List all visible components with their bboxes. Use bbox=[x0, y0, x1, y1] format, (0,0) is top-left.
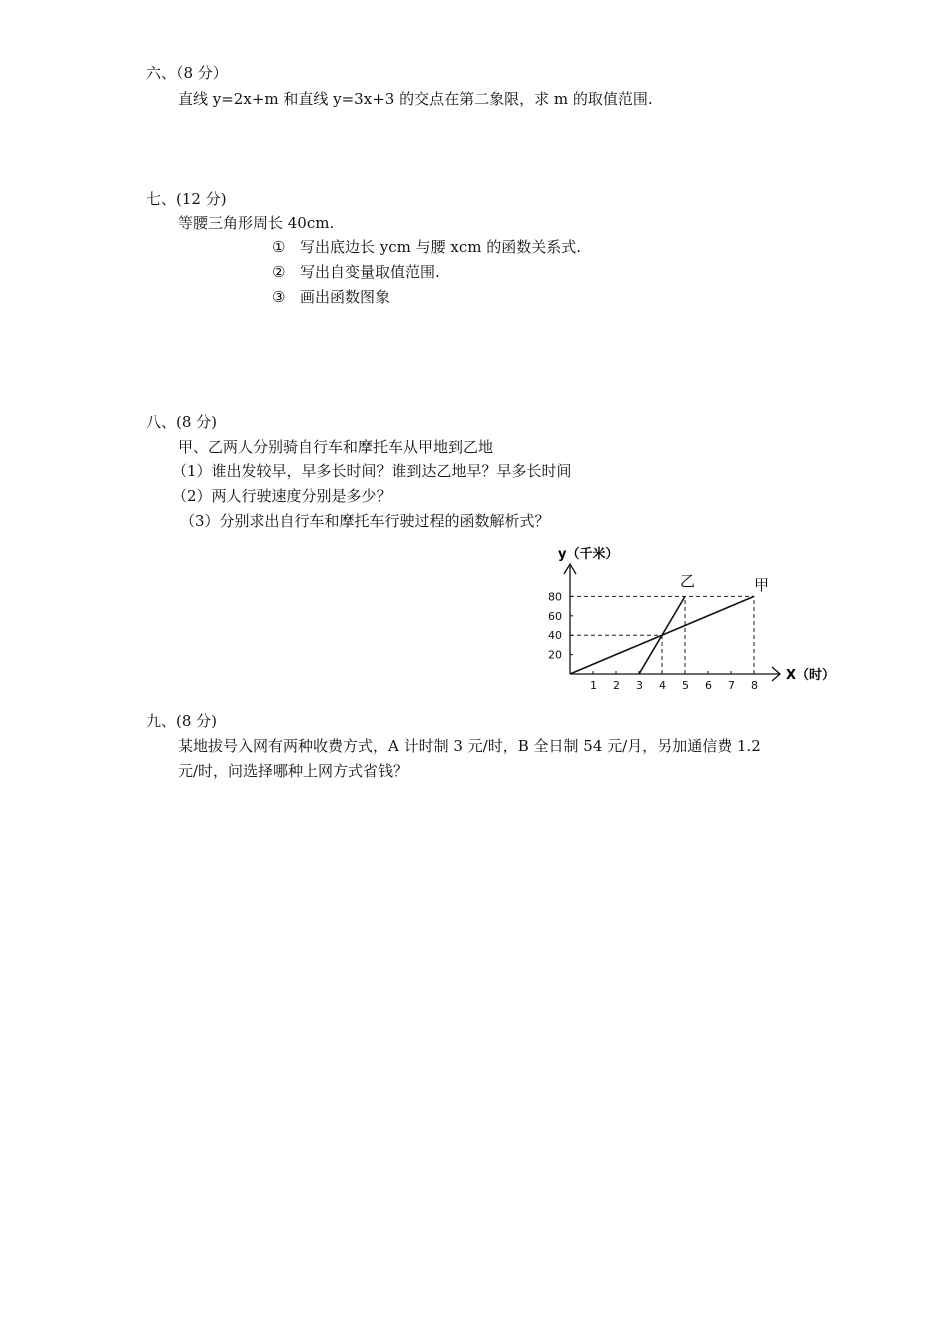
q6-body: 直线 y=2x+m 和直线 y=3x+3 的交点在第二象限，求 m 的取值范围. bbox=[178, 90, 653, 108]
q8-body: 甲、乙两人分别骑自行车和摩托车从甲地到乙地 bbox=[178, 438, 494, 456]
q7-item-text: 画出函数图象 bbox=[300, 288, 391, 306]
series-line-yi bbox=[639, 596, 685, 674]
y-axis-label: y（千米） bbox=[558, 547, 619, 562]
y-tick-label: 40 bbox=[548, 629, 562, 643]
x-tick-label: 3 bbox=[636, 679, 643, 692]
q7-heading: 七、(12 分) bbox=[146, 190, 227, 208]
y-tick-label: 60 bbox=[548, 609, 562, 623]
q8-sub3: （3）分别求出自行车和摩托车行驶过程的函数解析式？ bbox=[180, 512, 550, 530]
x-tick-label: 6 bbox=[705, 679, 712, 692]
q7-item-mark: ③ bbox=[272, 288, 286, 306]
q8-sub2: （2）两人行驶速度分别是多少？ bbox=[172, 487, 392, 505]
q7-body: 等腰三角形周长 40cm. bbox=[178, 214, 335, 232]
q7-item-text: 写出自变量取值范围. bbox=[300, 263, 440, 281]
y-tick-label: 20 bbox=[548, 648, 562, 662]
q9-line2: 元/时，问选择哪种上网方式省钱？ bbox=[178, 762, 409, 780]
series-label-yi: 乙 bbox=[680, 572, 696, 590]
q7-item-mark: ① bbox=[272, 238, 286, 256]
q8-heading: 八、(8 分) bbox=[146, 413, 218, 431]
x-tick-label: 7 bbox=[728, 679, 735, 692]
x-tick-label: 1 bbox=[590, 679, 597, 692]
q9-line1: 某地拔号入网有两种收费方式，A 计时制 3 元/时，B 全日制 54 元/月，另加通信费 1.2 bbox=[178, 737, 761, 755]
q6-heading: 六、（8 分） bbox=[146, 64, 228, 82]
x-tick-label: 4 bbox=[659, 679, 666, 692]
series-label-jia: 甲 bbox=[754, 576, 770, 594]
q9-heading: 九、(8 分) bbox=[146, 712, 218, 730]
q7-item-mark: ② bbox=[272, 263, 286, 281]
q7-item-text: 写出底边长 ycm 与腰 xcm 的函数关系式. bbox=[300, 238, 582, 256]
x-axis-label: X（时） bbox=[786, 668, 836, 683]
x-tick-label: 2 bbox=[613, 679, 620, 692]
x-tick-label: 5 bbox=[682, 679, 689, 692]
x-tick-label: 8 bbox=[751, 679, 758, 692]
distance-time-graph bbox=[540, 542, 850, 694]
y-tick-label: 80 bbox=[548, 590, 562, 604]
q8-sub1: （1）谁出发较早，早多长时间？谁到达乙地早？早多长时间 bbox=[172, 462, 572, 480]
